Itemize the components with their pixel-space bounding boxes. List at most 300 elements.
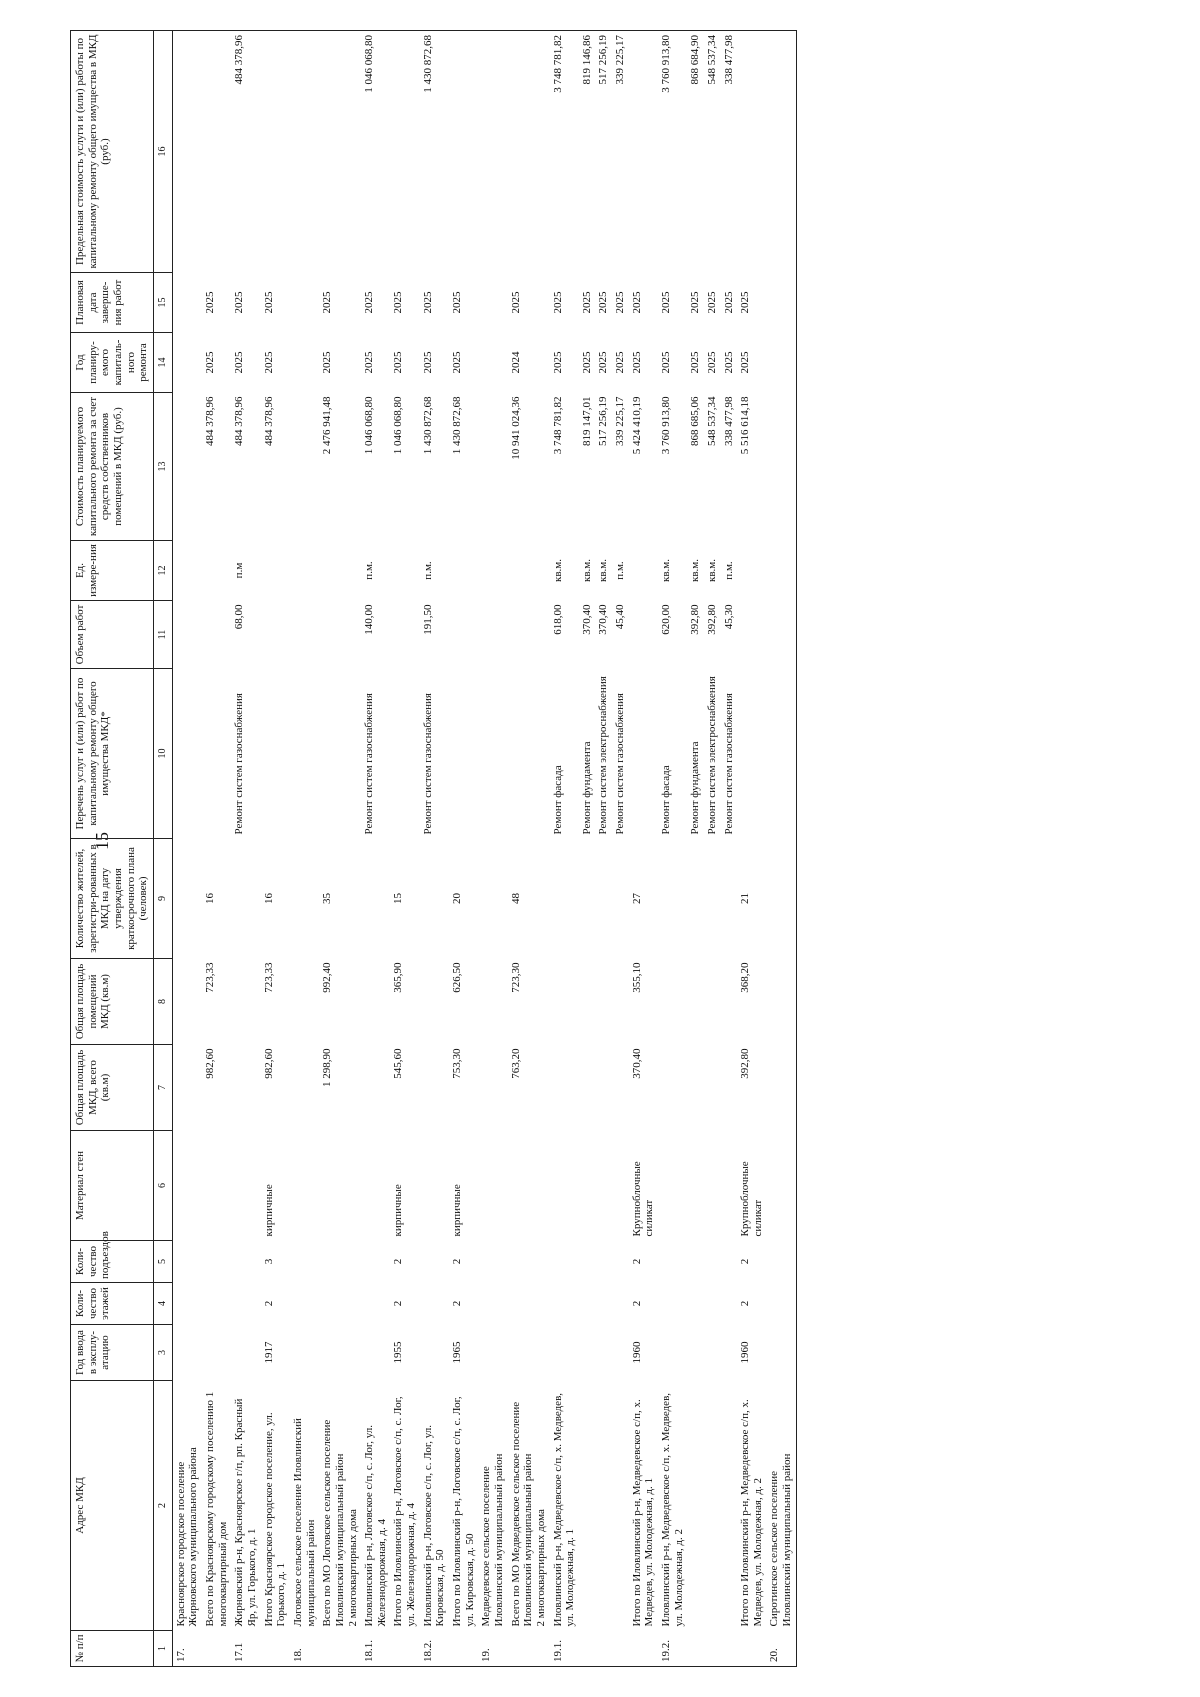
column-number-7: 7 xyxy=(153,1045,172,1131)
cell-col-2: Иловлинский р-н, Логовское с/п, с. Лог, ул. Кировская, д. 50 xyxy=(421,1425,447,1627)
table-row xyxy=(172,31,202,1667)
cell-col-2: Всего по МО Медведевское сельское поселение Иловлинский муниципальный район 2 многоквартирных дома xyxy=(509,1401,547,1627)
cell-col-4 xyxy=(290,1283,319,1325)
table-row xyxy=(478,31,507,1667)
cell-col-1 xyxy=(508,1631,550,1667)
cell-col-1: 18.2. xyxy=(420,1631,449,1667)
cell-col-9 xyxy=(231,839,260,959)
cell-col-14 xyxy=(290,333,319,393)
column-header-1: № п/п xyxy=(71,1631,154,1667)
cell-col-13: 3 748 781,82 xyxy=(551,396,564,455)
cell-col-11: 45,40 xyxy=(614,604,627,630)
cell-col-15: 2025 xyxy=(614,291,627,314)
cell-col-10 xyxy=(737,669,766,839)
cell-col-15: 2025 xyxy=(630,291,643,314)
cell-col-8 xyxy=(550,959,579,1045)
cell-col-8: 365,90 xyxy=(392,962,405,993)
table-row xyxy=(390,31,419,1667)
cell-col-9 xyxy=(290,839,319,959)
cell-col-6: Крупноблочные силикат xyxy=(739,1161,764,1237)
cell-col-1 xyxy=(612,1631,629,1667)
cell-col-12: п.м. xyxy=(363,561,376,580)
cell-col-13: 5 424 410,19 xyxy=(630,396,643,455)
cell-col-6: кирпичные xyxy=(451,1184,464,1237)
cell-col-3 xyxy=(420,1325,449,1381)
cell-col-7 xyxy=(420,1045,449,1131)
cell-col-13: 548 537,34 xyxy=(705,396,718,446)
page-number: 15 xyxy=(92,832,112,850)
cell-col-15: 2025 xyxy=(739,291,752,314)
cell-col-6 xyxy=(595,1131,612,1241)
cell-col-15: 2025 xyxy=(659,291,672,314)
cell-col-1 xyxy=(687,1631,704,1667)
cell-col-13: 819 147,01 xyxy=(580,396,593,446)
cell-col-5 xyxy=(550,1241,579,1283)
cell-col-5: 2 xyxy=(392,1258,405,1265)
cell-col-5 xyxy=(202,1241,231,1283)
cell-col-12 xyxy=(478,541,507,601)
column-number-9: 9 xyxy=(153,839,172,959)
cell-col-15: 2025 xyxy=(233,291,246,314)
column-number-11: 11 xyxy=(153,601,172,669)
cell-col-5 xyxy=(319,1241,361,1283)
cell-col-10 xyxy=(319,669,361,839)
cell-col-3 xyxy=(721,1325,738,1381)
cell-col-7: 392,80 xyxy=(739,1048,752,1079)
cell-col-3 xyxy=(550,1325,579,1381)
cell-col-3 xyxy=(579,1325,596,1381)
cell-col-15 xyxy=(290,273,319,333)
cell-col-10: Ремонт систем газоснабжения xyxy=(363,693,376,835)
cell-col-7: 982,60 xyxy=(262,1048,275,1079)
cell-col-4 xyxy=(595,1283,612,1325)
cell-col-15: 2025 xyxy=(392,291,405,314)
cell-col-5 xyxy=(579,1241,596,1283)
cell-col-6 xyxy=(290,1131,319,1241)
cell-col-9 xyxy=(172,839,202,959)
cell-col-14: 2025 xyxy=(262,351,275,374)
cell-col-1 xyxy=(319,1631,361,1667)
cell-col-3 xyxy=(361,1325,390,1381)
cell-col-14 xyxy=(172,333,202,393)
table-row xyxy=(687,31,704,1667)
cell-col-1 xyxy=(704,1631,721,1667)
cell-col-8 xyxy=(658,959,687,1045)
cell-col-10: Ремонт фундамента xyxy=(689,741,702,835)
cell-col-16: 517 256,19 xyxy=(595,31,612,273)
cell-col-1: 20. xyxy=(766,1631,796,1667)
cell-col-10: Ремонт систем газоснабжения xyxy=(614,693,627,835)
cell-col-12 xyxy=(508,541,550,601)
cell-col-5 xyxy=(766,1241,796,1283)
cell-col-8 xyxy=(290,959,319,1045)
cell-col-4: 2 xyxy=(262,1300,275,1307)
cell-col-15: 2025 xyxy=(451,291,464,314)
cell-col-8: 723,33 xyxy=(262,962,275,993)
cell-col-4 xyxy=(658,1283,687,1325)
cell-col-16 xyxy=(390,31,419,273)
cell-col-15: 2025 xyxy=(204,291,217,314)
cell-col-12 xyxy=(629,541,658,601)
cell-col-8 xyxy=(687,959,704,1045)
cell-col-11 xyxy=(737,601,766,669)
table-row xyxy=(361,31,390,1667)
table-row xyxy=(704,31,721,1667)
cell-col-16: 3 760 913,80 xyxy=(658,31,687,273)
cell-col-9: 16 xyxy=(262,893,275,904)
cell-col-7: 763,20 xyxy=(509,1048,522,1079)
column-number-15: 15 xyxy=(153,273,172,333)
cell-col-6: кирпичные xyxy=(262,1184,275,1237)
cell-col-10: Ремонт систем газоснабжения xyxy=(233,693,246,835)
cell-col-16 xyxy=(478,31,507,273)
cell-col-3 xyxy=(478,1325,507,1381)
cell-col-10: Ремонт систем электроснабжения xyxy=(597,676,610,835)
cell-col-10: Ремонт систем газоснабжения xyxy=(722,693,735,835)
cell-col-15: 2025 xyxy=(321,291,334,314)
cell-col-10 xyxy=(202,669,231,839)
cell-col-6 xyxy=(172,1131,202,1241)
cell-col-9 xyxy=(766,839,796,959)
cell-col-11 xyxy=(766,601,796,669)
cell-col-10 xyxy=(629,669,658,839)
cell-col-15: 2025 xyxy=(509,291,522,314)
cell-col-7 xyxy=(579,1045,596,1131)
cell-col-8: 723,33 xyxy=(204,962,217,993)
cell-col-6 xyxy=(579,1131,596,1241)
cell-col-11 xyxy=(319,601,361,669)
column-header-11: Объем работ xyxy=(71,601,154,669)
cell-col-15 xyxy=(478,273,507,333)
cell-col-12: кв.м. xyxy=(689,559,702,582)
column-header-2: Адрес МКД xyxy=(71,1381,154,1631)
cell-col-8: 992,40 xyxy=(321,962,334,993)
cell-col-14: 2025 xyxy=(204,351,217,374)
cell-col-16: 484 378,96 xyxy=(231,31,260,273)
cell-col-2: Всего по МО Логовское сельское поселение Иловлинский муниципальный район 2 многоквартирных дома xyxy=(321,1419,359,1627)
cell-col-14: 2025 xyxy=(705,351,718,374)
cell-col-2 xyxy=(704,1381,721,1631)
cell-col-4 xyxy=(579,1283,596,1325)
cell-col-1 xyxy=(629,1631,658,1667)
cell-col-4: 2 xyxy=(451,1300,464,1307)
cell-col-11: 618,00 xyxy=(551,604,564,635)
cell-col-5 xyxy=(721,1241,738,1283)
table-row xyxy=(721,31,738,1667)
cell-col-6 xyxy=(231,1131,260,1241)
cell-col-14: 2025 xyxy=(722,351,735,374)
cell-col-4: 2 xyxy=(739,1300,752,1307)
cell-col-13: 10 941 024,36 xyxy=(509,396,522,460)
cell-col-15: 2025 xyxy=(705,291,718,314)
cell-col-3: 1917 xyxy=(262,1341,275,1364)
cell-col-2 xyxy=(579,1381,596,1631)
cell-col-4 xyxy=(704,1283,721,1325)
cell-col-8 xyxy=(231,959,260,1045)
cell-col-11 xyxy=(508,601,550,669)
cell-col-9 xyxy=(721,839,738,959)
cell-col-14: 2025 xyxy=(739,351,752,374)
cell-col-11: 370,40 xyxy=(580,604,593,635)
cell-col-14: 2025 xyxy=(421,351,434,374)
cell-col-5 xyxy=(231,1241,260,1283)
cell-col-16 xyxy=(290,31,319,273)
cell-col-14 xyxy=(478,333,507,393)
cell-col-13: 1 046 068,80 xyxy=(392,396,405,455)
column-number-4: 4 xyxy=(153,1283,172,1325)
cell-col-14: 2025 xyxy=(233,351,246,374)
cell-col-12 xyxy=(737,541,766,601)
cell-col-5 xyxy=(420,1241,449,1283)
cell-col-2: Сиротинское сельское поселение Иловлинский муниципальный район xyxy=(766,1381,796,1631)
cell-col-12: п.м. xyxy=(614,561,627,580)
cell-col-9 xyxy=(704,839,721,959)
cell-col-7 xyxy=(612,1045,629,1131)
cell-col-12 xyxy=(449,541,478,601)
table-header-row xyxy=(71,31,154,1667)
cell-col-2 xyxy=(612,1381,629,1631)
column-header-10: Перечень услуг и (или) работ по капитальному ремонту общего имущества МКД* xyxy=(71,669,154,839)
table-row xyxy=(449,31,478,1667)
cell-col-6 xyxy=(202,1131,231,1241)
cell-col-1: 19.1. xyxy=(550,1631,579,1667)
cell-col-16: 3 748 781,82 xyxy=(550,31,579,273)
table-row xyxy=(550,31,579,1667)
cell-col-6 xyxy=(508,1131,550,1241)
cell-col-16 xyxy=(449,31,478,273)
cell-col-7: 982,60 xyxy=(204,1048,217,1079)
table-row xyxy=(766,31,796,1667)
cell-col-13: 484 378,96 xyxy=(233,396,246,446)
cell-col-11: 45,30 xyxy=(722,604,735,630)
cell-col-13: 868 685,06 xyxy=(689,396,702,446)
column-number-8: 8 xyxy=(153,959,172,1045)
cell-col-8 xyxy=(579,959,596,1045)
column-header-16: Предельная стоимость услуги и (или) работы по капитальному ремонту общего имущества в МКД (руб.) xyxy=(71,31,154,273)
cell-col-13: 484 378,96 xyxy=(262,396,275,446)
table-row xyxy=(508,31,550,1667)
cell-col-9 xyxy=(595,839,612,959)
cell-col-16: 1 430 872,68 xyxy=(420,31,449,273)
cell-col-9: 27 xyxy=(630,893,643,904)
cell-col-9 xyxy=(579,839,596,959)
table-row xyxy=(261,31,290,1667)
cell-col-5: 3 xyxy=(262,1258,275,1265)
column-number-12: 12 xyxy=(153,541,172,601)
cell-col-1: 17.1 xyxy=(231,1631,260,1667)
cell-col-13: 1 046 068,80 xyxy=(363,396,376,455)
cell-col-7 xyxy=(231,1045,260,1131)
cell-col-5 xyxy=(290,1241,319,1283)
cell-col-1: 17. xyxy=(172,1631,202,1667)
cell-col-3: 1960 xyxy=(739,1341,752,1364)
cell-col-6 xyxy=(687,1131,704,1241)
cell-col-9: 48 xyxy=(509,893,522,904)
cell-col-8: 626,50 xyxy=(451,962,464,993)
column-header-12: Ед. измере-ния xyxy=(71,541,154,601)
cell-col-10: Ремонт фасада xyxy=(551,765,564,835)
cell-col-12: кв.м. xyxy=(551,559,564,582)
table-row xyxy=(612,31,629,1667)
cell-col-16: 819 146,86 xyxy=(579,31,596,273)
cell-col-2 xyxy=(721,1381,738,1631)
cell-col-1: 19.2. xyxy=(658,1631,687,1667)
cell-col-2: Логовское сельское поселение Иловлинский муниципальный район xyxy=(291,1418,317,1627)
cell-col-3 xyxy=(595,1325,612,1381)
cell-col-16: 548 537,34 xyxy=(704,31,721,273)
cell-col-11 xyxy=(449,601,478,669)
cell-col-16: 339 225,17 xyxy=(612,31,629,273)
cell-col-6 xyxy=(721,1131,738,1241)
cell-col-4 xyxy=(687,1283,704,1325)
cell-col-11 xyxy=(172,601,202,669)
cell-col-3 xyxy=(231,1325,260,1381)
cell-col-9: 15 xyxy=(392,893,405,904)
column-header-4: Коли-чество этажей xyxy=(71,1283,154,1325)
rotated-page xyxy=(70,31,1170,1667)
cell-col-4 xyxy=(612,1283,629,1325)
cell-col-9 xyxy=(612,839,629,959)
cell-col-7 xyxy=(687,1045,704,1131)
column-number-16: 16 xyxy=(153,31,172,273)
cell-col-2: Итого по Иловлинский р-н, Логовское с/п, с. Лог, ул. Кировская, д. 50 xyxy=(451,1396,476,1627)
cell-col-15: 2025 xyxy=(580,291,593,314)
cell-col-4: 2 xyxy=(630,1300,643,1307)
cell-col-16: 868 684,90 xyxy=(687,31,704,273)
column-header-7: Общая площадь МКД, всего (кв.м) xyxy=(71,1045,154,1131)
cell-col-4: 2 xyxy=(392,1300,405,1307)
cell-col-3 xyxy=(658,1325,687,1381)
cell-col-14: 2025 xyxy=(392,351,405,374)
column-header-6: Материал стен xyxy=(71,1131,154,1241)
cell-col-7: 753,30 xyxy=(451,1048,464,1079)
cell-col-7 xyxy=(704,1045,721,1131)
cell-col-14: 2024 xyxy=(509,351,522,374)
cell-col-5 xyxy=(658,1241,687,1283)
cell-col-3 xyxy=(202,1325,231,1381)
cell-col-2 xyxy=(595,1381,612,1631)
cell-col-8 xyxy=(766,959,796,1045)
cell-col-12 xyxy=(766,541,796,601)
cell-col-5 xyxy=(612,1241,629,1283)
cell-col-13 xyxy=(766,393,796,541)
cell-col-7 xyxy=(172,1045,202,1131)
cell-col-7 xyxy=(658,1045,687,1131)
cell-col-10: Ремонт систем электроснабжения xyxy=(705,676,718,835)
column-number-5: 5 xyxy=(153,1241,172,1283)
cell-col-7: 545,60 xyxy=(392,1048,405,1079)
cell-col-4 xyxy=(550,1283,579,1325)
column-header-13: Стоимость планируемого капитального ремонта за счет средств собственников помещений в МКД (руб.) xyxy=(71,393,154,541)
cell-col-8: 368,20 xyxy=(739,962,752,993)
cell-col-4 xyxy=(202,1283,231,1325)
cell-col-6 xyxy=(766,1131,796,1241)
cell-col-2: Иловлинский р-н, Медведевское с/п, х. Медведев, ул. Молодежная, д. 2 xyxy=(659,1392,685,1627)
cell-col-14: 2025 xyxy=(321,351,334,374)
table-row xyxy=(290,31,319,1667)
cell-col-16 xyxy=(766,31,796,273)
cell-col-15: 2025 xyxy=(551,291,564,314)
cell-col-2: Итого по Иловлинский р-н, Медведевское с/п, х. Медведев, ул. Молодежная, д. 2 xyxy=(739,1399,764,1627)
cell-col-13: 2 476 941,48 xyxy=(321,396,334,455)
cell-col-15: 2025 xyxy=(363,291,376,314)
cell-col-4 xyxy=(478,1283,507,1325)
cell-col-4 xyxy=(319,1283,361,1325)
cell-col-13: 338 477,98 xyxy=(722,396,735,446)
column-header-15: Плановая дата заверше-ния работ xyxy=(71,273,154,333)
cell-col-8: 723,30 xyxy=(509,962,522,993)
cell-col-1 xyxy=(202,1631,231,1667)
cell-col-10 xyxy=(508,669,550,839)
cell-col-12 xyxy=(261,541,290,601)
cell-col-12: кв.м. xyxy=(705,559,718,582)
cell-col-3 xyxy=(704,1325,721,1381)
cell-col-9 xyxy=(687,839,704,959)
cell-col-6 xyxy=(420,1131,449,1241)
cell-col-9: 21 xyxy=(739,893,752,904)
cell-col-5 xyxy=(704,1241,721,1283)
cell-col-10 xyxy=(390,669,419,839)
cell-col-10 xyxy=(290,669,319,839)
cell-col-9: 20 xyxy=(451,893,464,904)
cell-col-8 xyxy=(704,959,721,1045)
cell-col-5 xyxy=(508,1241,550,1283)
cell-col-1 xyxy=(721,1631,738,1667)
cell-col-16: 1 046 068,80 xyxy=(361,31,390,273)
cell-col-11: 140,00 xyxy=(363,604,376,635)
column-number-2: 2 xyxy=(153,1381,172,1631)
column-number-14: 14 xyxy=(153,333,172,393)
cell-col-14: 2025 xyxy=(451,351,464,374)
cell-col-13 xyxy=(290,393,319,541)
cell-col-14: 2025 xyxy=(597,351,610,374)
cell-col-4 xyxy=(231,1283,260,1325)
cell-col-7 xyxy=(361,1045,390,1131)
cell-col-2: Жирновский р-н, Красноярское г/п, рп. Красный Яр, ул. Горького, д. 1 xyxy=(233,1398,259,1627)
cell-col-3 xyxy=(290,1325,319,1381)
cell-col-7 xyxy=(290,1045,319,1131)
cell-col-15: 2025 xyxy=(722,291,735,314)
cell-col-14: 2025 xyxy=(551,351,564,374)
cell-col-5 xyxy=(687,1241,704,1283)
cell-col-10 xyxy=(172,669,202,839)
cell-col-10 xyxy=(766,669,796,839)
cell-col-11 xyxy=(290,601,319,669)
cell-col-6 xyxy=(612,1131,629,1241)
cell-col-8 xyxy=(361,959,390,1045)
column-header-3: Год ввода в эксплу-атацию xyxy=(71,1325,154,1381)
cell-col-16 xyxy=(737,31,766,273)
cell-col-12 xyxy=(290,541,319,601)
cell-col-12 xyxy=(172,541,202,601)
cell-col-7 xyxy=(595,1045,612,1131)
cell-col-7: 1 298,90 xyxy=(321,1048,334,1087)
cell-col-15: 2025 xyxy=(262,291,275,314)
cell-col-2: Итого по Иловлинский р-н, Медведевское с/п, х. Медведев, ул. Молодежная, д. 1 xyxy=(630,1399,656,1627)
cell-col-10: Ремонт фундамента xyxy=(580,741,593,835)
cell-col-2: Итого Красноярское городское поселение, ул. Горького, д. 1 xyxy=(262,1412,288,1627)
cell-col-6 xyxy=(361,1131,390,1241)
table-row xyxy=(629,31,658,1667)
cell-col-11 xyxy=(261,601,290,669)
cell-col-10 xyxy=(261,669,290,839)
cell-col-16 xyxy=(261,31,290,273)
column-number-row xyxy=(153,31,172,1667)
cell-col-3 xyxy=(687,1325,704,1381)
cell-col-13: 339 225,17 xyxy=(614,396,627,446)
cell-col-14: 2025 xyxy=(659,351,672,374)
cell-col-1: 19. xyxy=(478,1631,507,1667)
